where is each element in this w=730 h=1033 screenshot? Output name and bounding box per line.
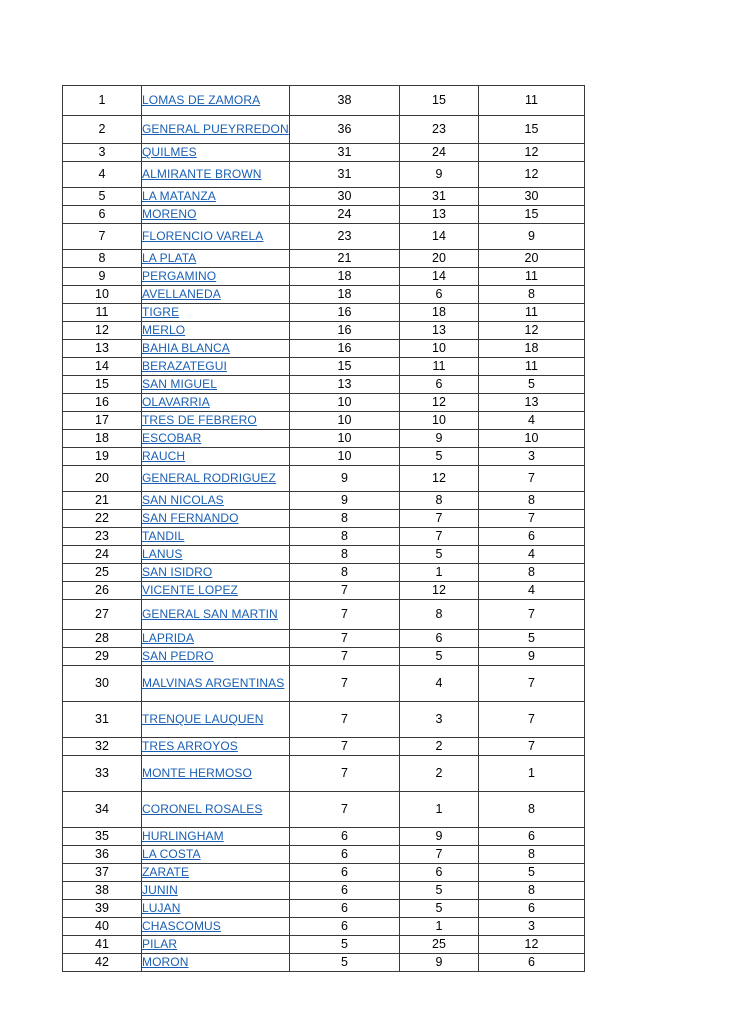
table-row — [63, 466, 585, 492]
rank-cell: 3 — [63, 144, 142, 162]
value-col-3-cell: 4 — [479, 412, 585, 430]
municipality-cell — [142, 224, 290, 250]
table-row — [63, 358, 585, 376]
value-col-3-cell: 11 — [479, 358, 585, 376]
municipality-link[interactable]: LOMAS DE ZAMORA — [142, 93, 261, 108]
value-col-3-cell: 8 — [479, 792, 585, 828]
municipality-link[interactable]: MORENO — [142, 207, 197, 222]
municipality-link[interactable]: BERAZATEGUI — [142, 359, 227, 374]
municipality-link[interactable]: ALMIRANTE BROWN — [142, 167, 262, 182]
table-row — [63, 448, 585, 466]
value-col-2-cell: 5 — [400, 448, 479, 466]
value-col-3-cell: 8 — [479, 286, 585, 304]
value-col-1-cell: 7 — [290, 666, 400, 702]
table-row — [63, 756, 585, 792]
municipality-cell — [142, 918, 290, 936]
table-row — [63, 492, 585, 510]
table-row — [63, 206, 585, 224]
value-col-1-cell: 16 — [290, 304, 400, 322]
rank-cell: 28 — [63, 630, 142, 648]
municipality-cell — [142, 358, 290, 376]
municipality-cell — [142, 412, 290, 430]
value-col-1-cell: 7 — [290, 600, 400, 630]
table-row — [63, 322, 585, 340]
value-col-1-cell: 38 — [290, 86, 400, 116]
table-row — [63, 304, 585, 322]
value-col-1-cell: 6 — [290, 882, 400, 900]
value-col-2-cell: 14 — [400, 224, 479, 250]
municipality-cell — [142, 600, 290, 630]
table-row — [63, 224, 585, 250]
rank-cell: 16 — [63, 394, 142, 412]
value-col-3-cell: 8 — [479, 846, 585, 864]
value-col-1-cell: 18 — [290, 268, 400, 286]
value-col-2-cell: 7 — [400, 846, 479, 864]
value-col-3-cell: 11 — [479, 86, 585, 116]
municipality-cell — [142, 546, 290, 564]
rank-cell: 18 — [63, 430, 142, 448]
municipality-cell — [142, 864, 290, 882]
value-col-1-cell: 8 — [290, 510, 400, 528]
rank-cell: 29 — [63, 648, 142, 666]
table-row — [63, 286, 585, 304]
value-col-3-cell: 7 — [479, 466, 585, 492]
municipality-cell — [142, 394, 290, 412]
value-col-1-cell: 31 — [290, 144, 400, 162]
value-col-3-cell: 7 — [479, 738, 585, 756]
value-col-2-cell: 7 — [400, 528, 479, 546]
value-col-1-cell: 7 — [290, 648, 400, 666]
municipality-cell — [142, 492, 290, 510]
table-row — [63, 582, 585, 600]
rank-cell: 30 — [63, 666, 142, 702]
rank-cell: 32 — [63, 738, 142, 756]
table-row — [63, 918, 585, 936]
value-col-1-cell: 7 — [290, 756, 400, 792]
value-col-3-cell: 7 — [479, 666, 585, 702]
municipality-cell — [142, 792, 290, 828]
value-col-3-cell: 4 — [479, 546, 585, 564]
value-col-3-cell: 11 — [479, 268, 585, 286]
value-col-2-cell: 10 — [400, 340, 479, 358]
municipality-cell — [142, 828, 290, 846]
municipality-link[interactable]: VICENTE LOPEZ — [142, 583, 238, 598]
value-col-2-cell: 8 — [400, 600, 479, 630]
value-col-2-cell: 15 — [400, 86, 479, 116]
value-col-1-cell: 9 — [290, 492, 400, 510]
value-col-1-cell: 16 — [290, 340, 400, 358]
rank-cell: 6 — [63, 206, 142, 224]
municipality-cell — [142, 648, 290, 666]
value-col-3-cell: 3 — [479, 448, 585, 466]
municipality-link[interactable]: SAN PEDRO — [142, 649, 214, 664]
rank-cell: 11 — [63, 304, 142, 322]
value-col-1-cell: 7 — [290, 738, 400, 756]
value-col-1-cell: 31 — [290, 162, 400, 188]
value-col-3-cell: 6 — [479, 528, 585, 546]
value-col-1-cell: 16 — [290, 322, 400, 340]
value-col-1-cell: 6 — [290, 846, 400, 864]
rank-cell: 1 — [63, 86, 142, 116]
value-col-1-cell: 5 — [290, 954, 400, 972]
value-col-1-cell: 7 — [290, 582, 400, 600]
value-col-1-cell: 6 — [290, 828, 400, 846]
value-col-3-cell: 7 — [479, 702, 585, 738]
value-col-2-cell: 20 — [400, 250, 479, 268]
table-row — [63, 430, 585, 448]
rank-cell: 19 — [63, 448, 142, 466]
municipality-link[interactable]: PERGAMINO — [142, 269, 217, 284]
value-col-2-cell: 5 — [400, 648, 479, 666]
value-col-3-cell: 7 — [479, 510, 585, 528]
table-row — [63, 412, 585, 430]
municipality-link[interactable]: SAN NICOLAS — [142, 493, 224, 508]
value-col-1-cell: 8 — [290, 564, 400, 582]
rank-cell: 35 — [63, 828, 142, 846]
municipality-link[interactable]: TANDIL — [142, 529, 185, 544]
table-row — [63, 86, 585, 116]
municipality-cell — [142, 86, 290, 116]
value-col-3-cell: 7 — [479, 600, 585, 630]
rank-cell: 12 — [63, 322, 142, 340]
municipality-link[interactable]: TRES ARROYOS — [142, 739, 238, 754]
value-col-1-cell: 6 — [290, 864, 400, 882]
value-col-2-cell: 2 — [400, 756, 479, 792]
value-col-3-cell: 6 — [479, 900, 585, 918]
municipality-cell — [142, 448, 290, 466]
municipality-cell — [142, 954, 290, 972]
table-row — [63, 564, 585, 582]
value-col-3-cell: 11 — [479, 304, 585, 322]
value-col-2-cell: 9 — [400, 828, 479, 846]
rank-cell: 10 — [63, 286, 142, 304]
municipality-link[interactable]: TIGRE — [142, 305, 180, 320]
value-col-2-cell: 23 — [400, 116, 479, 144]
rank-cell: 5 — [63, 188, 142, 206]
value-col-1-cell: 23 — [290, 224, 400, 250]
municipality-link[interactable]: GENERAL PUEYRREDON — [142, 122, 289, 137]
value-col-2-cell: 5 — [400, 900, 479, 918]
value-col-3-cell: 1 — [479, 756, 585, 792]
table-row — [63, 630, 585, 648]
municipality-cell — [142, 846, 290, 864]
value-col-1-cell: 6 — [290, 900, 400, 918]
rank-cell: 8 — [63, 250, 142, 268]
value-col-3-cell: 8 — [479, 492, 585, 510]
value-col-2-cell: 18 — [400, 304, 479, 322]
table-row — [63, 648, 585, 666]
rank-cell: 27 — [63, 600, 142, 630]
value-col-1-cell: 15 — [290, 358, 400, 376]
value-col-2-cell: 12 — [400, 582, 479, 600]
value-col-3-cell: 12 — [479, 936, 585, 954]
table-row — [63, 846, 585, 864]
value-col-2-cell: 5 — [400, 882, 479, 900]
value-col-3-cell: 20 — [479, 250, 585, 268]
value-col-3-cell: 5 — [479, 376, 585, 394]
rank-cell: 39 — [63, 900, 142, 918]
municipality-cell — [142, 466, 290, 492]
table-row — [63, 144, 585, 162]
value-col-2-cell: 6 — [400, 864, 479, 882]
rank-cell: 26 — [63, 582, 142, 600]
municipality-cell — [142, 738, 290, 756]
value-col-1-cell: 7 — [290, 630, 400, 648]
rank-cell: 36 — [63, 846, 142, 864]
municipality-link[interactable]: JUNIN — [142, 883, 178, 898]
rank-cell: 41 — [63, 936, 142, 954]
ranking-table — [62, 85, 585, 972]
municipality-cell — [142, 582, 290, 600]
rank-cell: 33 — [63, 756, 142, 792]
table-row — [63, 546, 585, 564]
municipality-link[interactable]: SAN MIGUEL — [142, 377, 218, 392]
value-col-2-cell: 14 — [400, 268, 479, 286]
value-col-1-cell: 18 — [290, 286, 400, 304]
municipality-link[interactable]: LANUS — [142, 547, 183, 562]
municipality-link[interactable]: BAHIA BLANCA — [142, 341, 230, 356]
table-row — [63, 162, 585, 188]
value-col-3-cell: 6 — [479, 828, 585, 846]
municipality-cell — [142, 936, 290, 954]
value-col-2-cell: 1 — [400, 918, 479, 936]
value-col-1-cell: 10 — [290, 394, 400, 412]
value-col-2-cell: 8 — [400, 492, 479, 510]
table-row — [63, 250, 585, 268]
municipality-cell — [142, 702, 290, 738]
municipality-link[interactable]: MORON — [142, 955, 189, 970]
value-col-2-cell: 1 — [400, 792, 479, 828]
municipality-link[interactable]: TRENQUE LAUQUEN — [142, 712, 264, 727]
value-col-2-cell: 2 — [400, 738, 479, 756]
municipality-link[interactable]: PILAR — [142, 937, 178, 952]
value-col-1-cell: 36 — [290, 116, 400, 144]
value-col-2-cell: 4 — [400, 666, 479, 702]
municipality-link[interactable]: ZARATE — [142, 865, 190, 880]
rank-cell: 4 — [63, 162, 142, 188]
value-col-3-cell: 10 — [479, 430, 585, 448]
value-col-2-cell: 10 — [400, 412, 479, 430]
value-col-2-cell: 6 — [400, 286, 479, 304]
rank-cell: 37 — [63, 864, 142, 882]
value-col-2-cell: 31 — [400, 188, 479, 206]
value-col-2-cell: 7 — [400, 510, 479, 528]
value-col-1-cell: 10 — [290, 448, 400, 466]
municipality-cell — [142, 528, 290, 546]
table-row — [63, 340, 585, 358]
table-row — [63, 394, 585, 412]
table-row — [63, 882, 585, 900]
municipality-link[interactable]: SAN ISIDRO — [142, 565, 213, 580]
municipality-cell — [142, 510, 290, 528]
value-col-2-cell: 3 — [400, 702, 479, 738]
municipality-cell — [142, 286, 290, 304]
rank-cell: 25 — [63, 564, 142, 582]
value-col-3-cell: 9 — [479, 224, 585, 250]
municipality-link[interactable]: LA MATANZA — [142, 189, 216, 204]
rank-cell: 22 — [63, 510, 142, 528]
table-row — [63, 510, 585, 528]
value-col-3-cell: 6 — [479, 954, 585, 972]
table-row — [63, 792, 585, 828]
value-col-3-cell: 4 — [479, 582, 585, 600]
municipality-link[interactable]: AVELLANEDA — [142, 287, 221, 302]
municipality-cell — [142, 116, 290, 144]
municipality-cell — [142, 144, 290, 162]
municipality-link[interactable]: TRES DE FEBRERO — [142, 413, 257, 428]
value-col-3-cell: 5 — [479, 864, 585, 882]
municipality-cell — [142, 900, 290, 918]
municipality-cell — [142, 756, 290, 792]
value-col-1-cell: 8 — [290, 528, 400, 546]
value-col-2-cell: 11 — [400, 358, 479, 376]
municipality-link[interactable]: LAPRIDA — [142, 631, 195, 646]
value-col-3-cell: 3 — [479, 918, 585, 936]
table-row — [63, 702, 585, 738]
rank-cell: 2 — [63, 116, 142, 144]
municipality-link[interactable]: LA COSTA — [142, 847, 201, 862]
municipality-link[interactable]: QUILMES — [142, 145, 197, 160]
value-col-1-cell: 6 — [290, 918, 400, 936]
rank-cell: 20 — [63, 466, 142, 492]
municipality-link[interactable]: LUJAN — [142, 901, 181, 916]
municipality-link[interactable]: SAN FERNANDO — [142, 511, 239, 526]
table-row — [63, 268, 585, 286]
value-col-3-cell: 15 — [479, 206, 585, 224]
value-col-3-cell: 5 — [479, 630, 585, 648]
value-col-1-cell: 7 — [290, 792, 400, 828]
table-row — [63, 600, 585, 630]
municipality-cell — [142, 250, 290, 268]
value-col-3-cell: 8 — [479, 564, 585, 582]
municipality-link[interactable]: LA PLATA — [142, 251, 197, 266]
table-row — [63, 828, 585, 846]
value-col-1-cell: 9 — [290, 466, 400, 492]
value-col-2-cell: 12 — [400, 394, 479, 412]
value-col-3-cell: 9 — [479, 648, 585, 666]
municipality-cell — [142, 162, 290, 188]
municipality-link[interactable]: HURLINGHAM — [142, 829, 224, 844]
value-col-3-cell: 15 — [479, 116, 585, 144]
value-col-2-cell: 24 — [400, 144, 479, 162]
value-col-3-cell: 12 — [479, 322, 585, 340]
value-col-2-cell: 13 — [400, 322, 479, 340]
rank-cell: 24 — [63, 546, 142, 564]
value-col-3-cell: 8 — [479, 882, 585, 900]
municipality-cell — [142, 376, 290, 394]
value-col-2-cell: 13 — [400, 206, 479, 224]
value-col-2-cell: 9 — [400, 954, 479, 972]
municipality-link[interactable]: MERLO — [142, 323, 186, 338]
value-col-2-cell: 25 — [400, 936, 479, 954]
value-col-1-cell: 10 — [290, 412, 400, 430]
value-col-3-cell: 18 — [479, 340, 585, 358]
municipality-link[interactable]: MONTE HERMOSO — [142, 766, 252, 781]
municipality-cell — [142, 630, 290, 648]
municipality-link[interactable]: CORONEL ROSALES — [142, 802, 263, 817]
value-col-1-cell: 8 — [290, 546, 400, 564]
municipality-link[interactable]: GENERAL RODRIGUEZ — [142, 471, 276, 486]
value-col-3-cell: 12 — [479, 144, 585, 162]
value-col-1-cell: 24 — [290, 206, 400, 224]
table-row — [63, 864, 585, 882]
value-col-2-cell: 1 — [400, 564, 479, 582]
rank-cell: 40 — [63, 918, 142, 936]
rank-cell: 23 — [63, 528, 142, 546]
table-row — [63, 528, 585, 546]
table-row — [63, 188, 585, 206]
municipality-cell — [142, 430, 290, 448]
value-col-1-cell: 7 — [290, 702, 400, 738]
rank-cell: 14 — [63, 358, 142, 376]
municipality-link[interactable]: FLORENCIO VARELA — [142, 229, 264, 244]
municipality-link[interactable]: MALVINAS ARGENTINAS — [142, 676, 285, 691]
rank-cell: 15 — [63, 376, 142, 394]
value-col-1-cell: 10 — [290, 430, 400, 448]
municipality-cell — [142, 206, 290, 224]
municipality-link[interactable]: OLAVARRIA — [142, 395, 210, 410]
table-row — [63, 954, 585, 972]
municipality-cell — [142, 322, 290, 340]
table-row — [63, 738, 585, 756]
ranking-table-body — [63, 86, 585, 972]
municipality-cell — [142, 188, 290, 206]
municipality-cell — [142, 304, 290, 322]
table-row — [63, 666, 585, 702]
value-col-1-cell: 21 — [290, 250, 400, 268]
municipality-cell — [142, 268, 290, 286]
table-row — [63, 900, 585, 918]
value-col-2-cell: 12 — [400, 466, 479, 492]
rank-cell: 21 — [63, 492, 142, 510]
value-col-1-cell: 13 — [290, 376, 400, 394]
value-col-1-cell: 30 — [290, 188, 400, 206]
value-col-2-cell: 6 — [400, 630, 479, 648]
value-col-2-cell: 6 — [400, 376, 479, 394]
municipality-link[interactable]: GENERAL SAN MARTIN — [142, 607, 278, 622]
table-row — [63, 116, 585, 144]
municipality-link[interactable]: CHASCOMUS — [142, 919, 221, 934]
table-row — [63, 936, 585, 954]
rank-cell: 13 — [63, 340, 142, 358]
municipality-cell — [142, 340, 290, 358]
municipality-link[interactable]: RAUCH — [142, 449, 186, 464]
rank-cell: 7 — [63, 224, 142, 250]
table-row — [63, 376, 585, 394]
rank-cell: 17 — [63, 412, 142, 430]
value-col-3-cell: 30 — [479, 188, 585, 206]
municipality-cell — [142, 666, 290, 702]
rank-cell: 42 — [63, 954, 142, 972]
value-col-2-cell: 9 — [400, 162, 479, 188]
rank-cell: 31 — [63, 702, 142, 738]
value-col-2-cell: 9 — [400, 430, 479, 448]
value-col-2-cell: 5 — [400, 546, 479, 564]
value-col-3-cell: 13 — [479, 394, 585, 412]
rank-cell: 38 — [63, 882, 142, 900]
municipality-link[interactable]: ESCOBAR — [142, 431, 202, 446]
rank-cell: 9 — [63, 268, 142, 286]
municipality-cell — [142, 882, 290, 900]
value-col-1-cell: 5 — [290, 936, 400, 954]
rank-cell: 34 — [63, 792, 142, 828]
value-col-3-cell: 12 — [479, 162, 585, 188]
municipality-cell — [142, 564, 290, 582]
